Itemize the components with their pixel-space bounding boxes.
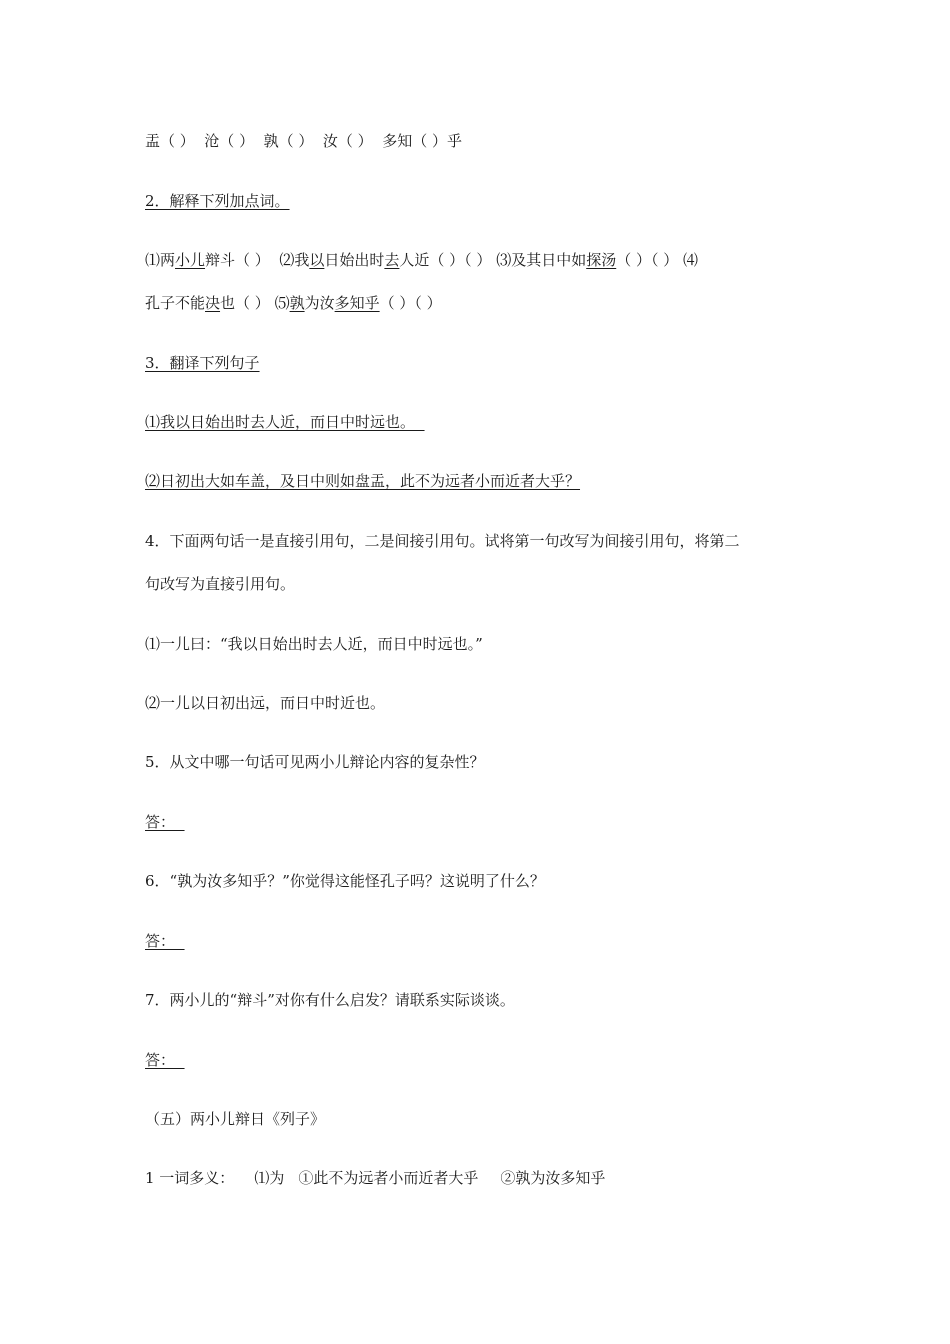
answer-5[interactable]: 答： — [145, 813, 185, 831]
polysemy-lead: 1 一词多义： — [145, 1169, 235, 1187]
question-5: 5．从文中哪一句话可见两小儿辩论内容的复杂性？ — [145, 753, 485, 771]
text: ⑴两 — [145, 251, 176, 269]
question-3-sentence-1: ⑴我以日始出时去人近，而日中时远也。 — [145, 413, 425, 431]
dotted-word: 探汤 — [586, 251, 617, 269]
dotted-word: 小儿 — [175, 251, 206, 269]
text: 孔子不能 — [145, 294, 206, 312]
text: 辩斗（ ） ⑵我 — [205, 251, 310, 269]
text: 人近（ ）（ ） ⑶及其日中如 — [399, 251, 587, 269]
question-2-row-1 — [145, 249, 698, 271]
section-heading: （五）两小儿辩日《列子》 — [145, 1110, 326, 1128]
polysemy-item: ⑴为 — [254, 1169, 285, 1187]
dotted-word: 多知乎 — [334, 294, 380, 312]
question-4-text-line-1: 4．下面两句话一是直接引用句，二是间接引用句。试将第一句改写为间接引用句，将第二 — [145, 532, 740, 550]
question-4-sentence-1: ⑴一儿曰：“我以日始出时去人近，而日中时远也。” — [145, 635, 483, 653]
polysemy-sense-2: ②孰为汝多知乎 — [500, 1169, 606, 1187]
text: 日始出时 — [324, 251, 385, 269]
answer-6[interactable]: 答： — [145, 932, 185, 950]
polysemy-sense-1: ①此不为远者小而近者大乎 — [298, 1169, 479, 1187]
answer-7[interactable]: 答： — [145, 1051, 185, 1069]
dotted-word: 去 — [384, 251, 400, 269]
dotted-word: 以 — [309, 251, 325, 269]
dotted-word: 决 — [205, 294, 221, 312]
question-4-text-line-2: 句改写为直接引用句。 — [145, 575, 296, 593]
question-3-title: 3．翻译下列句子 — [145, 354, 260, 372]
polysemy-line — [145, 1167, 605, 1189]
question-6: 6．“孰为汝多知乎？”你觉得这能怪孔子吗？这说明了什么？ — [145, 872, 545, 890]
question-7: 7．两小儿的“辩斗”对你有什么启发？请联系实际谈谈。 — [145, 991, 515, 1009]
question-3-sentence-2: ⑵日初出大如车盖，及日中则如盘盂，此不为远者小而近者大乎？ — [145, 472, 581, 490]
text: （ ）（ ） ⑷ — [616, 251, 699, 269]
text: 为汝 — [304, 294, 335, 312]
question-2-row-2 — [145, 292, 442, 314]
question-4-sentence-2: ⑵一儿以日初出远，而日中时近也。 — [145, 694, 386, 712]
question-2-title: 2．解释下列加点词。 — [145, 192, 290, 210]
text: （ ）（ ） — [379, 294, 442, 312]
blank-fill-line: 盂（ ） 沧（ ） 孰（ ） 汝（ ） 多知（ ）乎 — [145, 132, 462, 150]
dotted-word: 孰 — [289, 294, 305, 312]
text: 也（ ） ⑸ — [220, 294, 290, 312]
